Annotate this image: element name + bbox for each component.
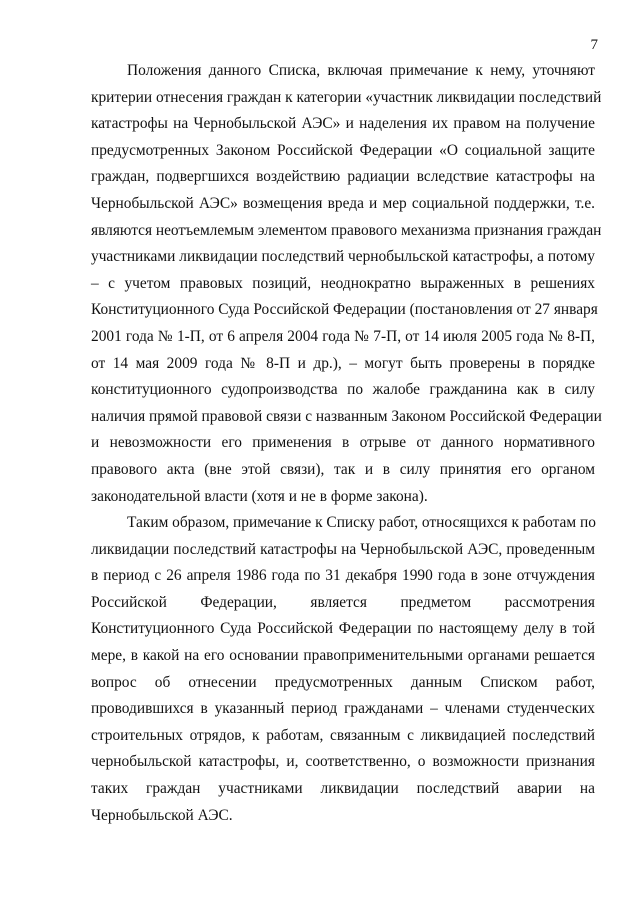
text-line: являются неотъемлемым элементом правового механизма признания граждан [91, 221, 602, 239]
text-line: законодательной власти (хотя и не в форме закона). [91, 487, 428, 505]
text-line: конституционного судопроизводства по жалобе гражданина как в силу [91, 381, 595, 399]
text-line: Положения данного Списка, включая примечание к нему, уточняют [127, 62, 595, 79]
text-line: граждан, подвергшихся воздействию радиации вследствие катастрофы на [91, 168, 595, 186]
text-line: вопрос об отнесении предусмотренных данным Списком работ, [91, 673, 595, 691]
paragraph-1 [91, 58, 602, 510]
text-line: Таким образом, примечание к Списку работ, относящихся к работам по [127, 514, 596, 532]
text-line: катастрофы на Чернобыльской АЭС» и наделения их правом на получение [91, 115, 595, 133]
text-line: таких граждан участниками ликвидации последствий аварии на [91, 780, 595, 798]
body-text [91, 58, 602, 829]
text-line: Чернобыльской АЭС» возмещения вреда и мер социальной поддержки, т.е. [91, 194, 595, 212]
text-line: 2001 года № 1-П, от 6 апреля 2004 года № 7-П, от 14 июля 2005 года № 8-П, [91, 327, 595, 345]
text-line: ликвидации последствий катастрофы на Чернобыльской АЭС, проведенным [91, 540, 595, 558]
paragraph-2 [91, 510, 595, 829]
text-line: Чернобыльской АЭС. [91, 806, 233, 824]
text-line: – с учетом правовых позиций, неоднократно выраженных в решениях [91, 274, 595, 292]
page-number: 7 [590, 37, 598, 53]
text-line: чернобыльской катастрофы, и, соответственно, о возможности признания [91, 753, 595, 771]
text-line: проводившихся в указанный период гражданами – членами студенческих [91, 700, 595, 718]
text-line: наличия прямой правовой связи с названным Законом Российской Федерации [91, 407, 602, 425]
text-line: от 14 мая 2009 года № 8-П и др.), – могут быть проверены в порядке [91, 354, 595, 372]
text-line: Конституционного Суда Российской Федерации (постановления от 27 января [91, 301, 598, 319]
text-line: мере, в какой на его основании правоприменительными органами решается [91, 647, 595, 665]
text-line: участниками ликвидации последствий чернобыльской катастрофы, а потому [91, 248, 595, 266]
text-line: Российской Федерации, является предметом рассмотрения [91, 593, 595, 611]
text-line: Конституционного Суда Российской Федерации по настоящему делу в той [91, 620, 595, 638]
text-line: строительных отрядов, к работам, связанным с ликвидацией последствий [91, 726, 595, 744]
text-line: в период с 26 апреля 1986 года по 31 декабря 1990 года в зоне отчуждения [91, 567, 595, 585]
text-line: критерии отнесения граждан к категории «участник ликвидации последствий [91, 88, 602, 106]
text-line: и невозможности его применения в отрыве от данного нормативного [91, 434, 595, 452]
text-line: предусмотренных Законом Российской Федерации «О социальной защите [91, 141, 595, 159]
text-line: правового акта (вне этой связи), так и в силу принятия его органом [91, 460, 595, 478]
